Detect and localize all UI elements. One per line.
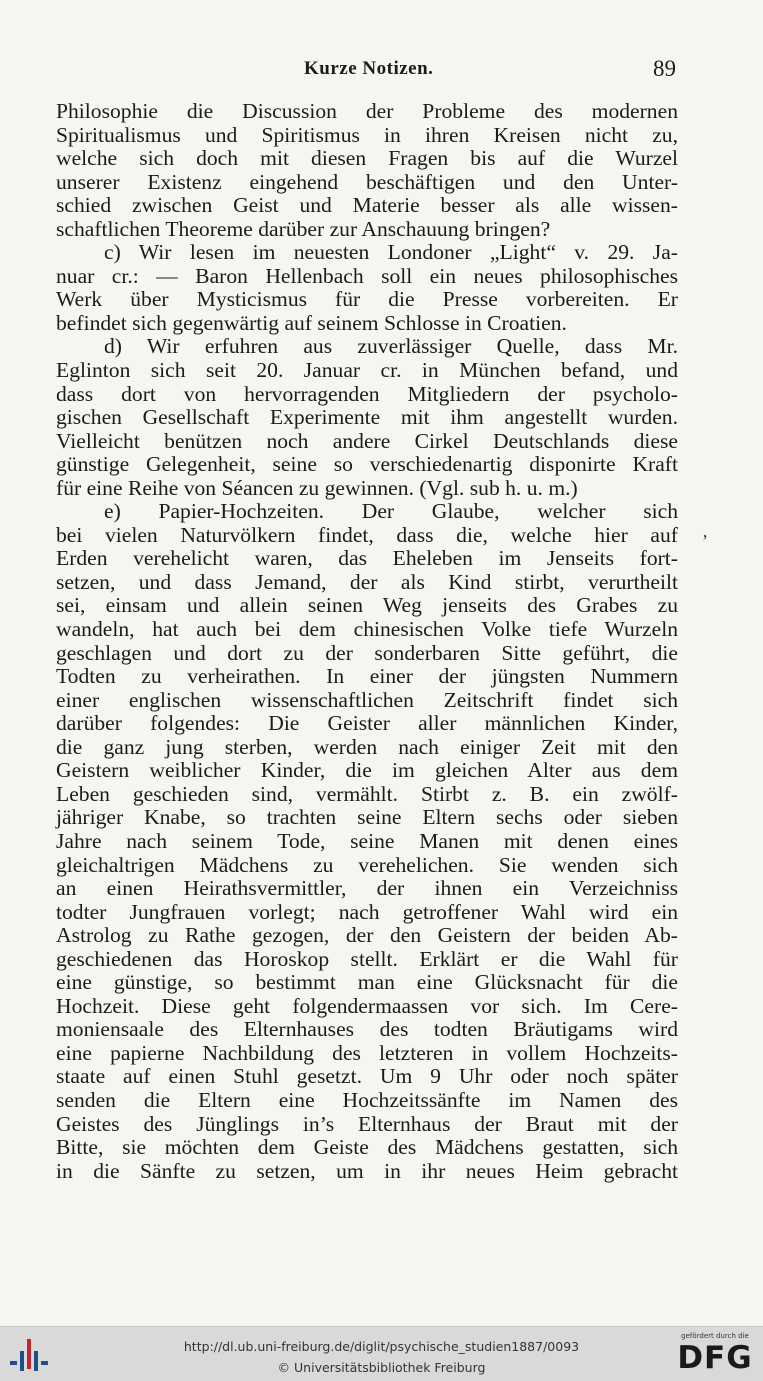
page-number: 89 [653,56,676,81]
text-line: Todten zu verheirathen. In einer der jüngsten Nummern [56,664,678,689]
text-line: setzen, und dass Jemand, der als Kind stirbt, verurtheilt [56,569,678,594]
text-line: sei, einsam und allein seinen Weg jenseits des Grabes zu [56,593,678,618]
text-line: Jahre nach seinem Tode, seine Manen mit denen eines [56,828,678,853]
text-line: in die Sänfte zu setzen, um in ihr neues Heim gebracht [56,1158,678,1183]
page-header [56,56,678,84]
text-line: moniensaale des Elternhauses des todten Bräutigams wird [56,1017,678,1042]
text-line: an einen Heirathsvermittler, der ihnen ein Verzeichniss [56,876,678,901]
text-line: Erden verehelicht waren, das Eheleben im Jenseits fort- [56,546,678,571]
text-line: todter Jungfrauen vorlegt; nach getroffener Wahl wird ein [56,899,678,924]
text-line: Geistern weiblicher Kinder, die im gleichen Alter aus dem [56,758,678,783]
text-line: e) Papier-Hochzeiten. Der Glaube, welcher sich [104,499,678,524]
text-line: Philosophie die Discussion der Probleme des modernen [56,99,678,123]
text-line: geschiedenen das Horoskop stellt. Erklärt er die Wahl für [56,946,678,971]
text-line: unserer Existenz eingehend beschäftigen und den Unter- [56,169,678,194]
text-line: staate auf einen Stuhl gesetzt. Um 9 Uhr oder noch später [56,1064,678,1089]
text-line: Eglinton sich seit 20. Januar cr. in München befand, und [56,358,678,383]
body-text [56,100,678,1183]
text-line: Geistes des Jünglings in’s Elternhaus der Braut mit der [56,1111,678,1136]
text-line: gleichaltrigen Mädchens zu verehelichen. Sie wenden sich [56,852,678,877]
text-line: dass dort von hervorragenden Mitgliedern der psycholo- [56,381,678,406]
text-line: Werk über Mysticismus für die Presse vorbereiten. Er [56,287,678,312]
text-line: Bitte, sie möchten dem Geiste des Mädchens gestatten, sich [56,1135,678,1160]
text-line: darüber folgendes: Die Geister aller männlichen Kinder, [56,711,678,736]
text-line: eine papierne Nachbildung des letzteren in vollem Hochzeits- [56,1040,678,1065]
margin-mark: ʼ [702,531,708,551]
text-line: gischen Gesellschaft Experimente mit ihm angestellt wurden. [56,405,678,430]
text-line: jähriger Knabe, so trachten seine Eltern sechs oder sieben [56,805,678,830]
text-line: bei vielen Naturvölkern findet, dass die, welche hier auf [56,522,678,547]
source-link[interactable]: http://dl.ub.uni-freiburg.de/diglit/psychische_studien1887/0093 [183,1339,580,1354]
text-line: d) Wir erfuhren aus zuverlässiger Quelle, dass Mr. [104,334,678,359]
dfg-caption: gefördert durch die [681,1332,749,1340]
text-line: schaftlichen Theoreme darüber zur Anschauung bringen? [56,216,551,241]
text-line: geschlagen und dort zu der sonderbaren Sitte geführt, die [56,640,678,665]
text-line: Hochzeit. Diese geht folgendermaassen vor sich. Im Cere- [56,993,678,1018]
text-line: schied zwischen Geist und Materie besser als alle wissen- [56,193,678,218]
dfg-logo: DFG [677,1340,753,1376]
text-line: Vielleicht benützen noch andere Cirkel Deutschlands diese [56,428,678,453]
text-line: für eine Reihe von Séancen zu gewinnen. (Vgl. sub h. u. m.) [56,475,578,500]
text-line: die ganz jung sterben, werden nach einiger Zeit mit den [56,734,678,759]
text-line: nuar cr.: — Baron Hellenbach soll ein neues philosophisches [56,263,678,288]
text-line: eine günstige, so bestimmt man eine Glücksnacht für die [56,970,678,995]
text-line: wandeln, hat auch bei dem chinesischen Volke tiefe Wurzeln [56,617,678,642]
text-line: senden die Eltern eine Hochzeitssänfte im Namen des [56,1087,678,1112]
text-line: günstige Gelegenheit, seine so verschiedenartig disponirte Kraft [56,452,678,477]
text-line: befindet sich gegenwärtig auf seinem Schlosse in Croatien. [56,310,567,335]
text-line: c) Wir lesen im neuesten Londoner „Light“ v. 29. Ja- [104,240,678,265]
copyright-notice: © Universitätsbibliothek Freiburg [277,1360,486,1375]
running-title: Kurze Notizen. [304,58,434,79]
text-line: Astrolog zu Rathe gezogen, der den Geistern der beiden Ab- [56,923,678,948]
viewer-footer [0,1326,763,1381]
text-line: welche sich doch mit diesen Fragen bis auf die Wurzel [56,146,678,171]
text-line: Leben geschieden sind, vermählt. Stirbt z. B. ein zwölf- [56,781,678,806]
text-line: Spiritualismus und Spiritismus in ihren Kreisen nicht zu, [56,122,678,147]
text-line: einer englischen wissenschaftlichen Zeitschrift findet sich [56,687,678,712]
